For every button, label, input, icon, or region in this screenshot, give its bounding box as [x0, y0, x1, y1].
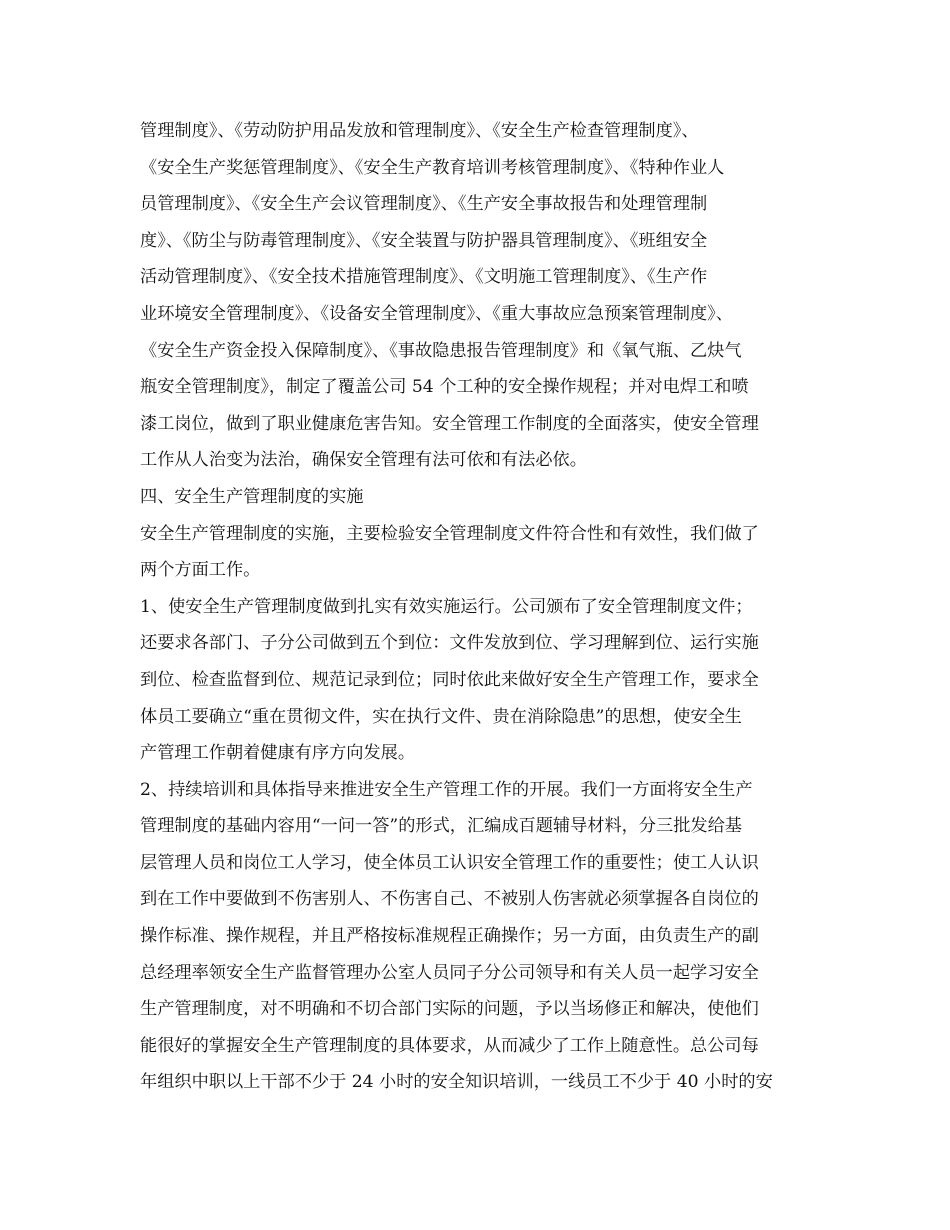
- text-line: 总经理率领安全生产监督管理办公室人员同子分公司领导和有关人员一起学习安全: [140, 962, 759, 983]
- text-line: 体员工要确立“重在贯彻文件，实在执行文件、贵在消除隐患”的思想，使安全生: [140, 706, 742, 727]
- text-line: 到位、检查监督到位、规范记录到位；同时依此来做好安全生产管理工作，要求全: [140, 669, 759, 690]
- text-line: 1、使安全生产管理制度做到扎实有效实施运行。公司颁布了安全管理制度文件；: [140, 596, 753, 617]
- text-line: 产管理工作朝着健康有序方向发展。: [140, 743, 416, 764]
- section-heading: 四、安全生产管理制度的实施: [140, 486, 364, 507]
- text-line: 层管理人员和岗位工人学习，使全体员工认识安全管理工作的重要性；使工人认识: [140, 852, 759, 873]
- text-line: 生产管理制度，对不明确和不切合部门实际的问题，予以当场修正和解决，使他们: [140, 999, 759, 1020]
- document-body: [140, 113, 830, 1101]
- text-line: 年组织中职以上干部不少于 24 小时的安全知识培训，一线员工不少于 40 小时的安: [140, 1072, 773, 1093]
- text-line: 两个方面工作。: [140, 560, 261, 581]
- text-line: 操作标准、操作规程，并且严格按标准规程正确操作；另一方面，由负责生产的副: [140, 926, 759, 947]
- text-line: 还要求各部门、子分公司做到五个到位：文件发放到位、学习理解到位、运行实施: [140, 633, 759, 654]
- text-line: 业环境安全管理制度》、《设备安全管理制度》、《重大事故应急预案管理制度》、: [140, 303, 733, 324]
- text-line: 瓶安全管理制度》，制定了覆盖公司 54 个工种的安全操作规程；并对电焊工和喷: [140, 377, 749, 398]
- text-line: 管理制度》、《劳动防护用品发放和管理制度》、《安全生产检查管理制度》、: [140, 121, 699, 141]
- text-line: 《安全生产资金投入保障制度》、《事故隐患报告管理制度》和《氧气瓶、乙炔气: [140, 340, 742, 361]
- text-line: 工作从人治变为法治，确保安全管理有法可依和有法必依。: [140, 450, 587, 471]
- text-line: 到在工作中要做到不伤害别人、不伤害自己、不被别人伤害就必须掌握各自岗位的: [140, 889, 759, 910]
- text-line: 漆工岗位，做到了职业健康危害告知。安全管理工作制度的全面落实，使安全管理: [140, 413, 759, 434]
- text-line: 2、持续培训和具体指导来推进安全生产管理工作的开展。我们一方面将安全生产: [140, 779, 753, 800]
- text-line: 员管理制度》、《安全生产会议管理制度》、《生产安全事故报告和处理管理制: [140, 194, 708, 215]
- text-line: 能很好的掌握安全生产管理制度的具体要求，从而减少了工作上随意性。总公司每: [140, 1035, 759, 1056]
- text-line: 度》、《防尘与防毒管理制度》、《安全装置与防护器具管理制度》、《班组安全: [140, 230, 708, 251]
- text-line: 安全生产管理制度的实施，主要检验安全管理制度文件符合性和有效性，我们做了: [140, 523, 759, 544]
- text-line: 活动管理制度》、《安全技术措施管理制度》、《文明施工管理制度》、《生产作: [140, 267, 708, 288]
- text-line: 《安全生产奖惩管理制度》、《安全生产教育培训考核管理制度》、《特种作业人: [140, 157, 725, 178]
- text-line: 管理制度的基础内容用“一问一答”的形式，汇编成百题辅导材料，分三批发给基: [140, 816, 742, 837]
